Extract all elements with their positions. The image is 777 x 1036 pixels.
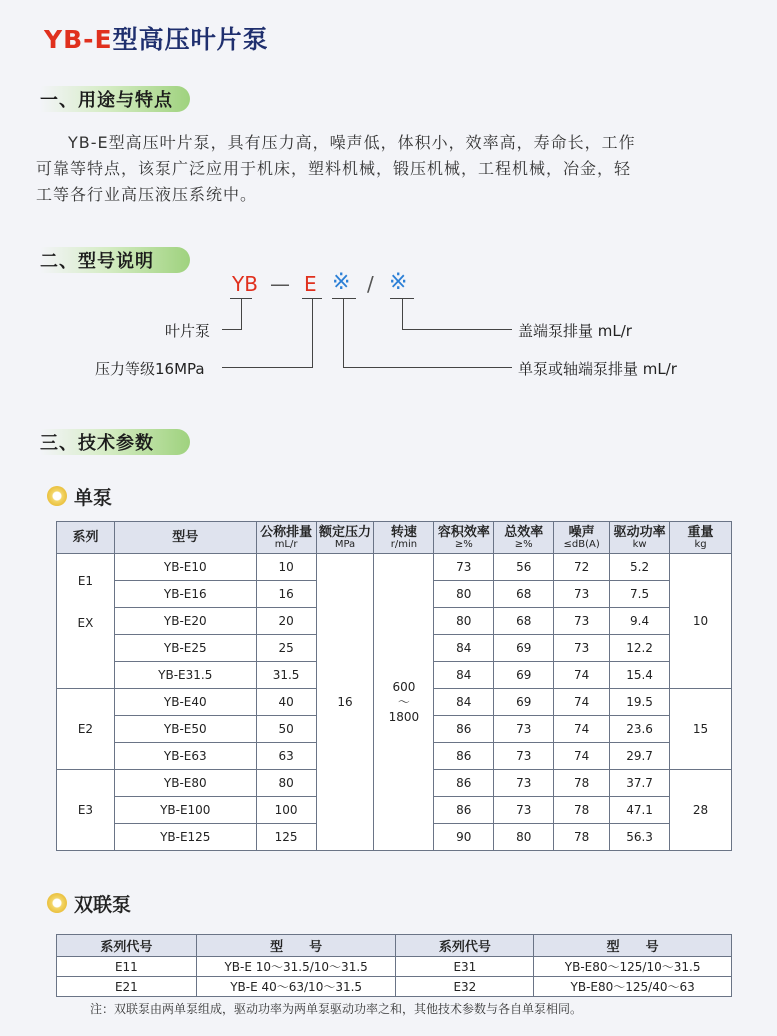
table-cell: YB-E100 (114, 797, 256, 824)
model-code-yb: YB (232, 272, 258, 296)
table-cell: 56 (494, 554, 554, 581)
double-pump-heading: 双联泵 (74, 894, 132, 916)
table-cell: 31.5 (256, 662, 316, 689)
table-cell: YB-E10 (114, 554, 256, 581)
table-cell: 50 (256, 716, 316, 743)
double-pump-table (56, 934, 732, 997)
table-cell: YB-E80～125/10～31.5 (534, 957, 732, 977)
section-model-label: 二、型号说明 (40, 251, 154, 272)
table-cell: 7.5 (610, 581, 670, 608)
model-code-mark-1: ※ (332, 270, 351, 295)
table-cell: 74 (554, 689, 610, 716)
table-cell: YB-E125 (114, 824, 256, 851)
single-pump-bullet-icon (47, 486, 67, 506)
table-cell: 68 (494, 608, 554, 635)
table-cell: 78 (554, 770, 610, 797)
table-cell: YB-E25 (114, 635, 256, 662)
bracket-mark-1 (332, 298, 356, 299)
section-usage-heading (40, 84, 173, 114)
table-cell: 16 (256, 581, 316, 608)
table-cell: 69 (494, 662, 554, 689)
leader-shaft-h (343, 367, 512, 368)
table-cell: 80 (434, 608, 494, 635)
table-header-row (57, 522, 732, 554)
single-pump-heading: 单泵 (74, 487, 113, 509)
weight-cell-3: 28 (670, 770, 732, 851)
table-cell: 73 (554, 635, 610, 662)
table-cell: 72 (554, 554, 610, 581)
table-cell: 73 (494, 743, 554, 770)
table-cell: YB-E63 (114, 743, 256, 770)
table-cell: 56.3 (610, 824, 670, 851)
table-cell: YB-E80 (114, 770, 256, 797)
table-cell: YB-E16 (114, 581, 256, 608)
col-noise: 噪声 ≤dB(A) (554, 522, 610, 554)
weight-cell-2: 15 (670, 689, 732, 770)
section-params-label: 三、技术参数 (40, 433, 154, 454)
table-cell: YB-E 10～31.5/10～31.5 (196, 957, 396, 977)
intro-paragraph (36, 130, 748, 208)
double-pump-bullet-icon (47, 893, 67, 913)
table-cell: 78 (554, 824, 610, 851)
table-row (57, 554, 732, 581)
table-cell: 73 (494, 716, 554, 743)
section-params-heading (40, 427, 154, 457)
table-cell: 84 (434, 662, 494, 689)
series-cell-e2: E2 (57, 689, 115, 770)
table-cell: 12.2 (610, 635, 670, 662)
col-model-1: 型 号 (196, 935, 396, 957)
speed-value-cell: 600 ～ 1800 (374, 554, 434, 851)
label-shaft-displacement: 单泵或轴端泵排量 mL/r (518, 360, 677, 378)
label-pressure-grade: 压力等级16MPa (95, 360, 205, 378)
table-cell: 40 (256, 689, 316, 716)
single-pump-table (56, 521, 732, 851)
leader-pressure-h (222, 367, 313, 368)
table-cell: 20 (256, 608, 316, 635)
table-cell: 23.6 (610, 716, 670, 743)
table-cell: 9.4 (610, 608, 670, 635)
table-cell: 80 (494, 824, 554, 851)
table-cell: 73 (494, 770, 554, 797)
col-pressure: 额定压力 MPa (316, 522, 374, 554)
col-speed: 转速 r/min (374, 522, 434, 554)
leader-shaft-v (343, 298, 344, 368)
pressure-value-cell: 16 (316, 554, 374, 851)
col-displacement: 公称排量 mL/r (256, 522, 316, 554)
table-cell: 10 (256, 554, 316, 581)
intro-line-1: YB-E型高压叶片泵，具有压力高，噪声低，体积小，效率高，寿命长，工作 (68, 133, 636, 152)
table-cell: 100 (256, 797, 316, 824)
table-cell: 86 (434, 716, 494, 743)
leader-cover-h (402, 329, 512, 330)
label-cover-displacement: 盖端泵排量 mL/r (518, 322, 632, 340)
col-code-1: 系列代号 (57, 935, 197, 957)
footnote: 注：双联泵由两单泵组成，驱动功率为两单泵驱动功率之和，其他技术参数与各自单泵相同。 (90, 1002, 583, 1016)
leader-vane-v (241, 298, 242, 330)
table-cell: 5.2 (610, 554, 670, 581)
table-cell: 37.7 (610, 770, 670, 797)
model-code-e: E (304, 272, 317, 296)
table-cell: 69 (494, 689, 554, 716)
table-cell: YB-E40 (114, 689, 256, 716)
col-vol-eff: 容积效率 ≥% (434, 522, 494, 554)
col-model-2: 型 号 (534, 935, 732, 957)
section-usage-label: 一、用途与特点 (40, 90, 173, 111)
table-cell: E32 (396, 977, 534, 997)
table-cell: 80 (434, 581, 494, 608)
table-cell: 74 (554, 662, 610, 689)
table-cell: 125 (256, 824, 316, 851)
title-code: YB-E (44, 25, 113, 54)
model-code-slash: / (367, 272, 374, 296)
table-cell: 74 (554, 743, 610, 770)
col-weight: 重量 kg (670, 522, 732, 554)
table-row (57, 977, 732, 997)
table-cell: 84 (434, 689, 494, 716)
table-cell: 15.4 (610, 662, 670, 689)
leader-vane-h (222, 329, 242, 330)
leader-pressure-v (312, 298, 313, 368)
table-cell: 73 (554, 581, 610, 608)
page-title (44, 20, 269, 56)
model-code-mark-2: ※ (389, 270, 408, 295)
table-cell: 29.7 (610, 743, 670, 770)
leader-cover-v (402, 298, 403, 330)
table-cell: 25 (256, 635, 316, 662)
table-cell: 74 (554, 716, 610, 743)
table-row (57, 957, 732, 977)
table-cell: YB-E80～125/40～63 (534, 977, 732, 997)
table-cell: 19.5 (610, 689, 670, 716)
table-cell: YB-E20 (114, 608, 256, 635)
section-model-heading (40, 245, 154, 275)
table-cell: 84 (434, 635, 494, 662)
label-vane-pump: 叶片泵 (165, 322, 211, 340)
col-code-2: 系列代号 (396, 935, 534, 957)
intro-line-3: 工等各行业高压液压系统中。 (36, 185, 258, 204)
table-cell: E21 (57, 977, 197, 997)
table-cell: E31 (396, 957, 534, 977)
table-cell: 86 (434, 770, 494, 797)
weight-cell-1: 10 (670, 554, 732, 689)
table-cell: 78 (554, 797, 610, 824)
intro-line-2: 可靠等特点，该泵广泛应用于机床，塑料机械，锻压机械，工程机械，冶金，轻 (36, 159, 632, 178)
col-series: 系列 (57, 522, 115, 554)
col-model: 型号 (114, 522, 256, 554)
series-cell-e3: E3 (57, 770, 115, 851)
model-code-dash: — (270, 272, 290, 296)
table-cell: 63 (256, 743, 316, 770)
table-cell: YB-E 40～63/10～31.5 (196, 977, 396, 997)
table-cell: 47.1 (610, 797, 670, 824)
table-cell: YB-E31.5 (114, 662, 256, 689)
table-cell: YB-E50 (114, 716, 256, 743)
table-cell: 73 (494, 797, 554, 824)
title-name: 型高压叶片泵 (112, 25, 269, 54)
series-cell-e1-ex: E1 EX (57, 554, 115, 689)
table-cell: 73 (434, 554, 494, 581)
table-cell: 73 (554, 608, 610, 635)
col-power: 驱动功率 kw (610, 522, 670, 554)
table-cell: 90 (434, 824, 494, 851)
table-cell: E11 (57, 957, 197, 977)
col-tot-eff: 总效率 ≥% (494, 522, 554, 554)
table-cell: 80 (256, 770, 316, 797)
table-header-row (57, 935, 732, 957)
table-cell: 86 (434, 797, 494, 824)
table-cell: 69 (494, 635, 554, 662)
table-cell: 68 (494, 581, 554, 608)
table-cell: 86 (434, 743, 494, 770)
